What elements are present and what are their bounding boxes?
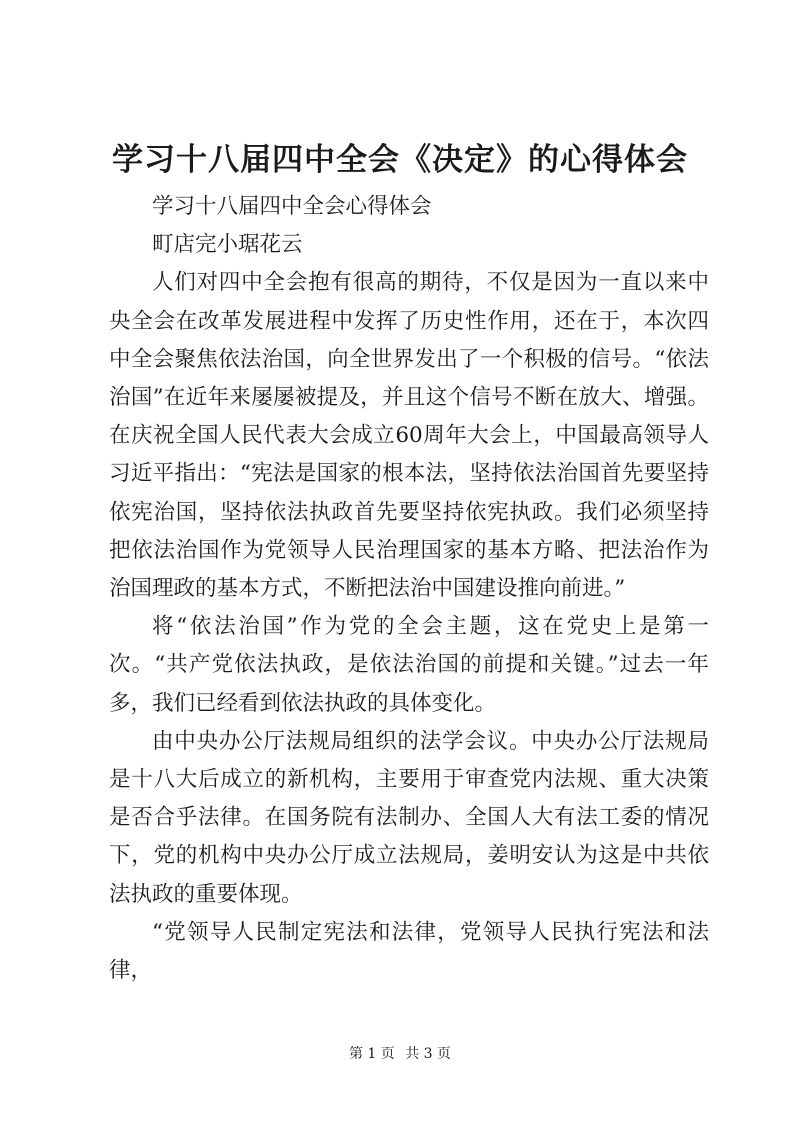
paragraph-4: “党领导人民制定宪法和法律，党领导人民执行宪法和法律，	[109, 919, 709, 984]
document-title: 学习十八届四中全会《决定》的心得体会	[112, 142, 688, 178]
document-subtitle: 学习十八届四中全会心得体会	[152, 194, 432, 219]
document-author: 町店完小琚花云	[152, 232, 303, 258]
paragraph-2: 将“依法治国”作为党的全会主题，这在党史上是第一次。“共产党依法执政，是依法治国的前提和关键。”过去一年多，我们已经看到依法执政的具体变化。	[109, 614, 709, 716]
document-body	[109, 188, 709, 990]
paragraph-3: 由中央办公厅法规局组织的法学会议。中央办公厅法规局是十八大后成立的新机构，主要用于审查党内法规、重大决策是否合乎法律。在国务院有法制办、全国人大有法工委的情况下，党的机构中央办公厅成立法规局，姜明安认为这是中共依法执政的重要体现。	[109, 728, 709, 907]
paragraph-1: 人们对四中全会抱有很高的期待，不仅是因为一直以来中央全会在改革发展进程中发挥了历史性作用，还在于，本次四中全会聚焦依法治国，向全世界发出了一个积极的信号。“依法治国”在近年来屡屡被提及，并且这个信号不断在放大、增强。在庆祝全国人民代表大会成立60周年大会上，中国最高领导人习近平指出：“宪法是国家的根本法，坚持依法治国首先要坚持依宪治国，坚持依法执政首先要坚持依宪执政。我们必须坚持把依法治国作为党领导人民治理国家的基本方略、把法治作为治国理政的基本方式，不断把法治中国建设推向前进。”	[109, 270, 709, 602]
page-number: 第 1 页	[348, 1046, 395, 1062]
page-total: 共 3 页	[405, 1046, 452, 1062]
page-footer	[0, 1044, 800, 1064]
